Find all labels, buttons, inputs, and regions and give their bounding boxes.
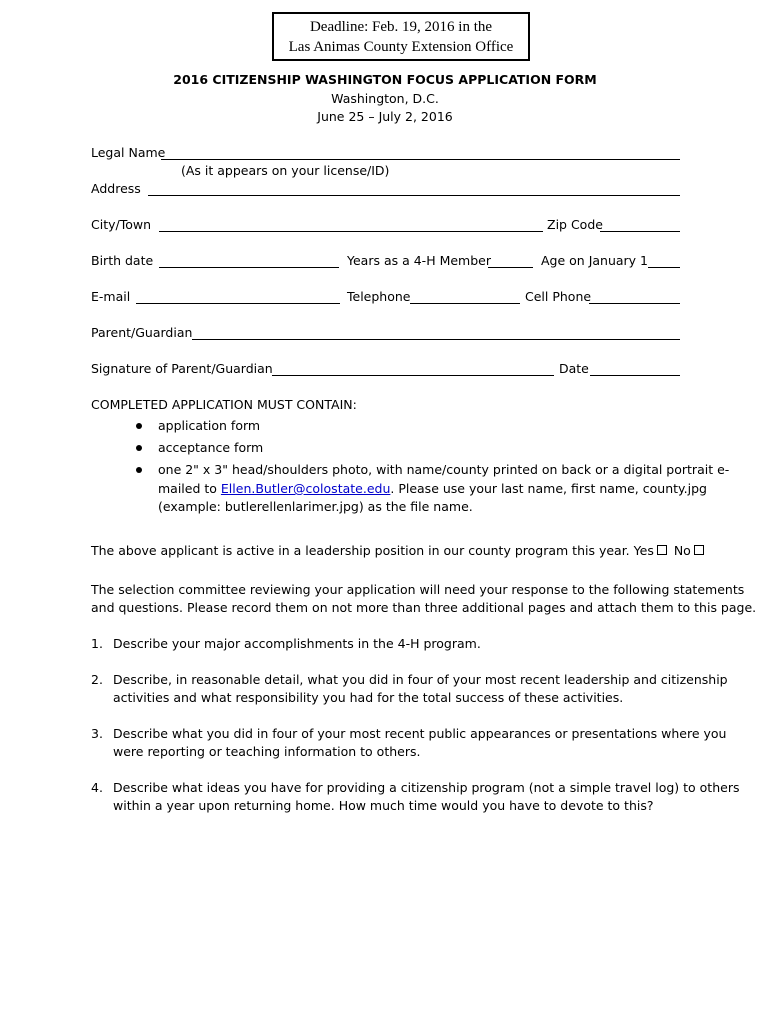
parent-guardian-field[interactable] xyxy=(192,325,680,340)
question-4-line-1: Describe what ideas you have for providing a citizenship program (not a simple travel log) to others xyxy=(113,780,740,795)
city-label: City/Town xyxy=(91,217,152,232)
leadership-text: The above applicant is active in a leadership position in our county program this year. xyxy=(91,543,630,558)
instructions-line-1: The selection committee reviewing your application will need your response to the following statements xyxy=(91,582,745,597)
telephone-field[interactable] xyxy=(410,289,520,304)
question-number-2: 2. xyxy=(91,672,103,687)
deadline-box xyxy=(272,12,530,61)
requirement-item-3-line-2 xyxy=(158,481,707,496)
leadership-no-label: No xyxy=(673,543,691,558)
deadline-line-1: Deadline: Feb. 19, 2016 in the xyxy=(309,19,493,35)
question-2-line-2: activities and what responsibility you had for the total success of these activities. xyxy=(113,690,624,705)
question-3-line-2: were reporting or teaching information to others. xyxy=(113,744,421,759)
bullet-icon xyxy=(136,467,142,473)
zip-label: Zip Code xyxy=(547,217,603,232)
mailed-to-text: mailed to xyxy=(158,481,221,496)
question-2-line-1: Describe, in reasonable detail, what you did in four of your most recent leadership and citizenship xyxy=(113,672,728,687)
instructions-line-2: and questions. Please record them on not more than three additional pages and attach them to this page. xyxy=(91,600,757,615)
question-number-3: 3. xyxy=(91,726,103,741)
question-3-line-1: Describe what you did in four of your most recent public appearances or presentations where you xyxy=(113,726,727,741)
legal-name-field[interactable] xyxy=(161,145,680,160)
photo-naming-text: . Please use your last name, first name, county.jpg xyxy=(390,481,707,496)
zip-field[interactable] xyxy=(600,217,680,232)
requirements-heading: COMPLETED APPLICATION MUST CONTAIN: xyxy=(91,397,357,412)
birth-date-label: Birth date xyxy=(91,253,154,268)
signature-label: Signature of Parent/Guardian xyxy=(91,361,273,376)
email-label: E-mail xyxy=(91,289,131,304)
signature-field[interactable] xyxy=(272,361,554,376)
years-4h-label: Years as a 4-H Member xyxy=(347,253,491,268)
question-number-4: 4. xyxy=(91,780,103,795)
address-label: Address xyxy=(91,181,141,196)
legal-name-label: Legal Name xyxy=(91,145,166,160)
age-jan1-field[interactable] xyxy=(648,253,680,268)
date-label: Date xyxy=(559,361,589,376)
requirement-item-2: acceptance form xyxy=(158,440,264,455)
form-location: Washington, D.C. xyxy=(331,91,439,106)
leadership-yes-label: Yes xyxy=(633,543,654,558)
deadline-line-2: Las Animas County Extension Office xyxy=(288,39,514,55)
address-field[interactable] xyxy=(148,181,680,196)
date-field[interactable] xyxy=(590,361,680,376)
parent-guardian-label: Parent/Guardian xyxy=(91,325,193,340)
city-field[interactable] xyxy=(159,217,543,232)
email-field[interactable] xyxy=(136,289,340,304)
birth-date-field[interactable] xyxy=(159,253,339,268)
leadership-statement xyxy=(91,543,707,558)
legal-name-note: (As it appears on your license/ID) xyxy=(181,163,390,178)
question-1-line-1: Describe your major accomplishments in the 4-H program. xyxy=(113,636,481,651)
form-dates: June 25 – July 2, 2016 xyxy=(317,109,453,124)
requirement-item-3-line-3: (example: butlerellenlarimer.jpg) as the file name. xyxy=(158,499,473,514)
email-link[interactable]: Ellen.Butler@colostate.edu xyxy=(220,481,391,496)
age-jan1-label: Age on January 1 xyxy=(541,253,649,268)
bullet-icon xyxy=(136,445,142,451)
leadership-no-checkbox[interactable] xyxy=(694,545,704,555)
telephone-label: Telephone xyxy=(347,289,411,304)
years-4h-field[interactable] xyxy=(488,253,533,268)
form-title: 2016 CITIZENSHIP WASHINGTON FOCUS APPLICATION FORM xyxy=(173,72,597,87)
leadership-yes-checkbox[interactable] xyxy=(657,545,667,555)
requirement-item-1: application form xyxy=(158,418,261,433)
cell-phone-field[interactable] xyxy=(589,289,680,304)
bullet-icon xyxy=(136,423,142,429)
requirement-item-3: one 2" x 3" head/shoulders photo, with name/county printed on back or a digital portrait e- xyxy=(158,462,730,477)
question-number-1: 1. xyxy=(91,636,103,651)
question-4-line-2: within a year upon returning home. How much time would you have to devote to this? xyxy=(113,798,654,813)
cell-phone-label: Cell Phone xyxy=(525,289,592,304)
